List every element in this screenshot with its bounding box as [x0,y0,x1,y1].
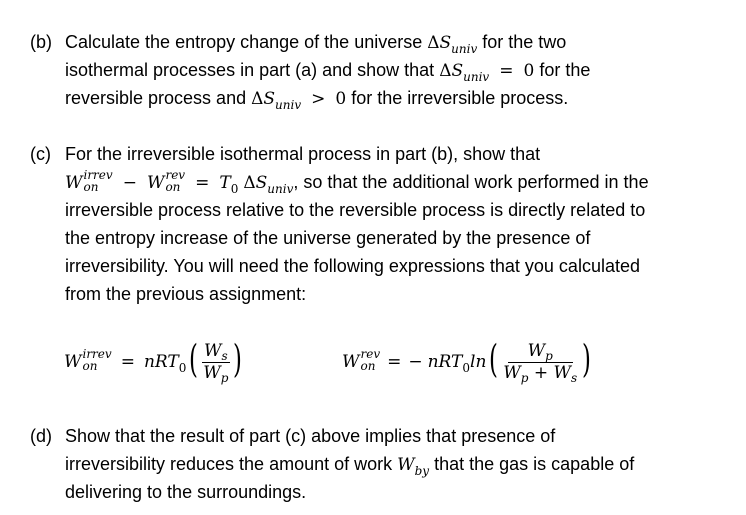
part-c-label: (c) [30,144,51,164]
part-b-line-1: Calculate the entropy change of the universe $\Delta S_{univ}$ for the two [65,32,567,56]
part-b-label: (b) [30,32,52,52]
part-c-line-1: For the irreversible isothermal process in part (b), show that [65,144,541,164]
fraction-ws-wp: $\frac{W_s}{W_p}$ [203,340,229,385]
part-c-line-3: irreversible process relative to the reversible process is directly related to [65,200,646,220]
part-d-label: (d) [30,426,52,446]
part-c-line-5: irreversibility. You will need the following expressions that you calculated [65,256,640,276]
part-c-line-2: W irrev on − W rev on = $T_0$ $\Delta S_{univ}$, so that the additional work performed in the [65,168,649,196]
equation-reversible-work: W rev on = − nRT 0 ln ( $\frac{W_p}{W_p + W_s}$ ) [342,337,592,385]
part-c-line-4: the entropy increase of the universe generated by the presence of [65,228,591,248]
part-c-line-6: from the previous assignment: [65,284,307,304]
part-d-line-1: Show that the result of part (c) above implies that presence of [65,426,556,446]
part-b-line-3: reversible process and $\Delta S_{univ} > 0$ for the irreversible process. [65,88,569,112]
part-b-line-2: isothermal processes in part (a) and show that $\Delta S_{univ} = 0$ for the [65,60,591,84]
part-d-line-3: delivering to the surroundings. [65,482,307,502]
equation-irreversible-work: W irrev on = nRT 0 ( $\frac{W_s}{W_p}$ ) [64,337,243,385]
part-d-line-2: irreversibility reduces the amount of work $W_{by}$ that the gas is capable of [65,454,635,478]
fraction-wp-over-sum: $\frac{W_p}{W_p + W_s}$ [503,340,578,385]
